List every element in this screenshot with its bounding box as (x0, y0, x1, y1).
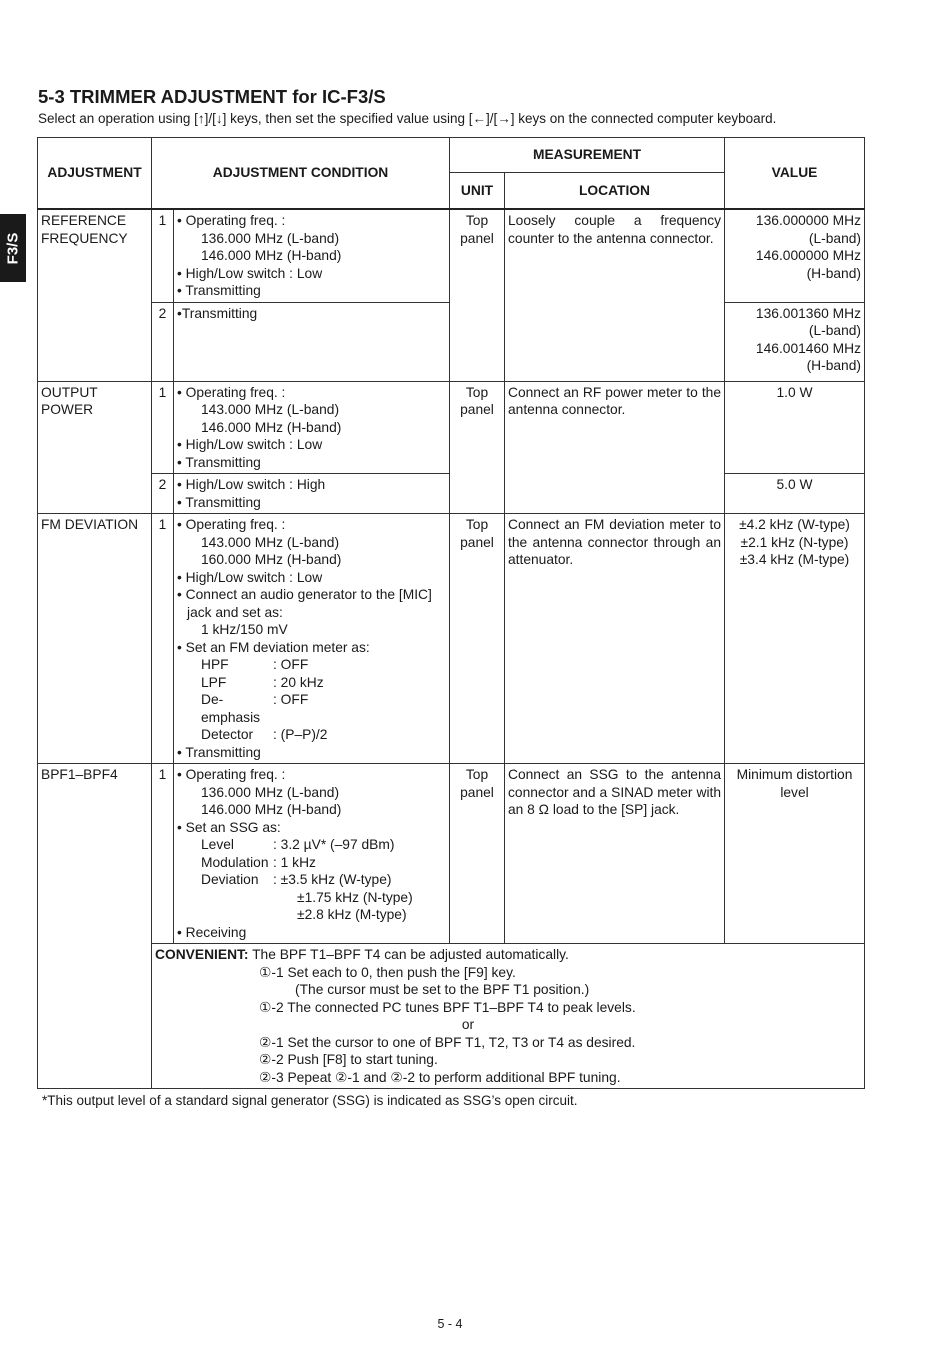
setting-key: HPF (201, 657, 229, 672)
convenient-step: ②-3 Pepeat ②-1 and ②-2 to perform additional BPF tuning. (259, 1069, 621, 1085)
setting-value: : ±3.5 kHz (W-type) (273, 872, 392, 887)
name-line: OUTPUT (41, 384, 98, 400)
setting-value: : OFF (273, 692, 309, 707)
condition-line: • High/Low switch : Low (177, 437, 323, 452)
convenient-or: or (461, 1017, 475, 1032)
name-line: POWER (41, 402, 94, 417)
convenient-note (152, 944, 865, 1089)
step-number: 1 (152, 514, 174, 764)
convenient-step: ②-1 Set the cursor to one of BPF T1, T2, T3 or T4 as desired. (259, 1034, 636, 1050)
value-line: 136.000000 MHz (755, 213, 862, 228)
setting-value: : OFF (273, 657, 309, 672)
step-number: 1 (152, 209, 174, 302)
condition-cell (174, 381, 450, 474)
condition-line: • Operating freq. : (177, 767, 286, 782)
condition-line: • Transmitting (177, 454, 261, 470)
location-cell: Connect an RF power meter to the antenna connector. (505, 381, 725, 514)
condition-line: 143.000 MHz (L-band) (201, 402, 340, 417)
step-number: 1 (152, 764, 174, 944)
setting-pair (177, 674, 446, 692)
intro-text: Select an operation using [↑]/[↓] keys, then set the specified value using [←]/[→] keys on the connected computer keyboard. (38, 111, 777, 126)
step-number: 2 (152, 474, 174, 514)
unit-line: panel (460, 402, 494, 417)
section-tab-label: F3/S (4, 232, 22, 264)
unit-cell (450, 514, 505, 764)
table-row (38, 209, 865, 302)
unit-cell (450, 381, 505, 514)
location-cell: Loosely couple a frequency counter to the antenna connector. (505, 209, 725, 381)
condition-line: 1 kHz/150 mV (201, 622, 288, 637)
condition-line: ±1.75 kHz (N-type) (297, 889, 413, 905)
value-line: 136.001360 MHz (755, 305, 862, 321)
value-line: (L-band) (808, 230, 862, 246)
value-cell: Minimum distortion level (725, 764, 865, 944)
condition-line: • High/Low switch : High (177, 477, 326, 492)
convenient-label: CONVENIENT: (155, 947, 249, 962)
setting-key: Detector (201, 727, 254, 742)
header-value: VALUE (725, 138, 865, 210)
convenient-step: (The cursor must be set to the BPF T1 position.) (295, 982, 590, 997)
setting-key: Modulation (201, 854, 269, 870)
unit-line: Top (465, 767, 489, 782)
setting-pair (177, 691, 446, 726)
condition-line: 146.000 MHz (H-band) (201, 802, 342, 817)
name-line: FREQUENCY (41, 230, 128, 246)
adjustment-name: BPF1–BPF4 (38, 764, 152, 1089)
unit-cell (450, 764, 505, 944)
setting-value: : 20 kHz (273, 674, 324, 690)
setting-value: : 3.2 µV* (–97 dBm) (273, 837, 395, 852)
unit-line: panel (460, 230, 494, 246)
setting-pair (177, 854, 446, 872)
setting-value: : (P–P)/2 (273, 727, 328, 742)
value-line: (L-band) (808, 323, 862, 338)
page-number: 5 - 4 (437, 1317, 463, 1331)
condition-line: ±2.8 kHz (M-type) (297, 907, 407, 922)
adjustment-table (37, 137, 865, 1089)
location-cell: Connect an FM deviation meter to the antenna connector through an attenuator. (505, 514, 725, 764)
setting-key: De-emphasis (201, 692, 261, 725)
condition-line: • Connect an audio generator to the [MIC] (177, 587, 432, 602)
unit-line: panel (460, 534, 494, 550)
condition-cell (174, 209, 450, 302)
value-line: (H-band) (806, 358, 862, 373)
value-cell (725, 514, 865, 764)
value-line: ±2.1 kHz (N-type) (740, 534, 849, 550)
condition-line: • Transmitting (177, 494, 261, 510)
section-tab (0, 214, 26, 282)
value-cell (725, 209, 865, 302)
condition-line: • High/Low switch : Low (177, 265, 323, 281)
unit-cell (450, 209, 505, 381)
condition-line: 146.000 MHz (H-band) (201, 419, 342, 435)
header-measurement: MEASUREMENT (450, 138, 725, 173)
value-line: (H-band) (806, 265, 862, 281)
condition-line: • High/Low switch : Low (177, 569, 323, 585)
condition-cell (174, 764, 450, 944)
step-number: 2 (152, 302, 174, 381)
step-number: 1 (152, 381, 174, 474)
convenient-step: ①-1 Set each to 0, then push the [F9] key. (259, 964, 516, 980)
location-cell: Connect an SSG to the antenna connector and a SINAD meter with an 8 Ω load to the [SP] jack. (505, 764, 725, 944)
adjustment-name: FM DEVIATION (38, 514, 152, 764)
condition-line: 136.000 MHz (L-band) (201, 230, 340, 246)
name-line: REFERENCE (41, 213, 127, 228)
condition-line: jack and set as: (187, 604, 283, 620)
condition-line: 160.000 MHz (H-band) (201, 552, 342, 567)
condition-line: • Operating freq. : (177, 517, 286, 532)
unit-line: Top (465, 384, 489, 400)
table-row (38, 381, 865, 474)
value-line: ±4.2 kHz (W-type) (739, 517, 850, 532)
value-cell: 5.0 W (725, 474, 865, 514)
unit-line: Top (465, 213, 489, 228)
condition-line: • Set an SSG as: (177, 819, 281, 835)
condition-line: 136.000 MHz (L-band) (201, 784, 340, 800)
condition-line: • Receiving (177, 924, 247, 940)
header-condition: ADJUSTMENT CONDITION (152, 138, 450, 210)
convenient-text: The BPF T1–BPF T4 can be adjusted automatically. (248, 947, 569, 962)
convenient-step: ①-2 The connected PC tunes BPF T1–BPF T4 to peak levels. (259, 999, 636, 1015)
setting-pair (177, 871, 446, 889)
value-line: 146.001460 MHz (755, 340, 862, 356)
condition-line: 143.000 MHz (L-band) (201, 534, 340, 550)
table-row (38, 514, 865, 764)
table-row (38, 944, 865, 1089)
value-line: 146.000000 MHz (755, 248, 862, 263)
header-location: LOCATION (505, 173, 725, 210)
condition-line: 146.000 MHz (H-band) (201, 248, 342, 263)
setting-key: Deviation (201, 872, 259, 887)
setting-pair (177, 836, 446, 854)
condition-line: • Transmitting (177, 283, 261, 298)
footnote: *This output level of a standard signal generator (SSG) is indicated as SSG’s open circuit. (42, 1093, 578, 1108)
adjustment-name (38, 381, 152, 514)
value-cell (725, 302, 865, 381)
setting-key: LPF (201, 674, 227, 690)
unit-line: Top (465, 517, 489, 532)
condition-cell (174, 514, 450, 764)
header-adjustment: ADJUSTMENT (38, 138, 152, 210)
header-unit: UNIT (450, 173, 505, 210)
condition-line: • Operating freq. : (177, 384, 286, 400)
setting-key: Level (201, 837, 234, 852)
setting-pair (177, 726, 446, 744)
value-line: ±3.4 kHz (M-type) (739, 552, 850, 567)
condition-line: • Transmitting (177, 744, 261, 760)
condition-cell: •Transmitting (174, 302, 450, 381)
value-cell: 1.0 W (725, 381, 865, 474)
setting-value: : 1 kHz (273, 854, 316, 870)
condition-cell (174, 474, 450, 514)
page-title: 5-3 TRIMMER ADJUSTMENT for IC-F3/S (38, 86, 386, 107)
unit-line: panel (460, 784, 494, 800)
setting-pair (177, 656, 446, 674)
adjustment-name (38, 209, 152, 381)
condition-line: • Operating freq. : (177, 213, 286, 228)
convenient-step: ②-2 Push [F8] to start tuning. (259, 1052, 438, 1067)
table-row (38, 764, 865, 944)
condition-line: • Set an FM deviation meter as: (177, 639, 370, 655)
